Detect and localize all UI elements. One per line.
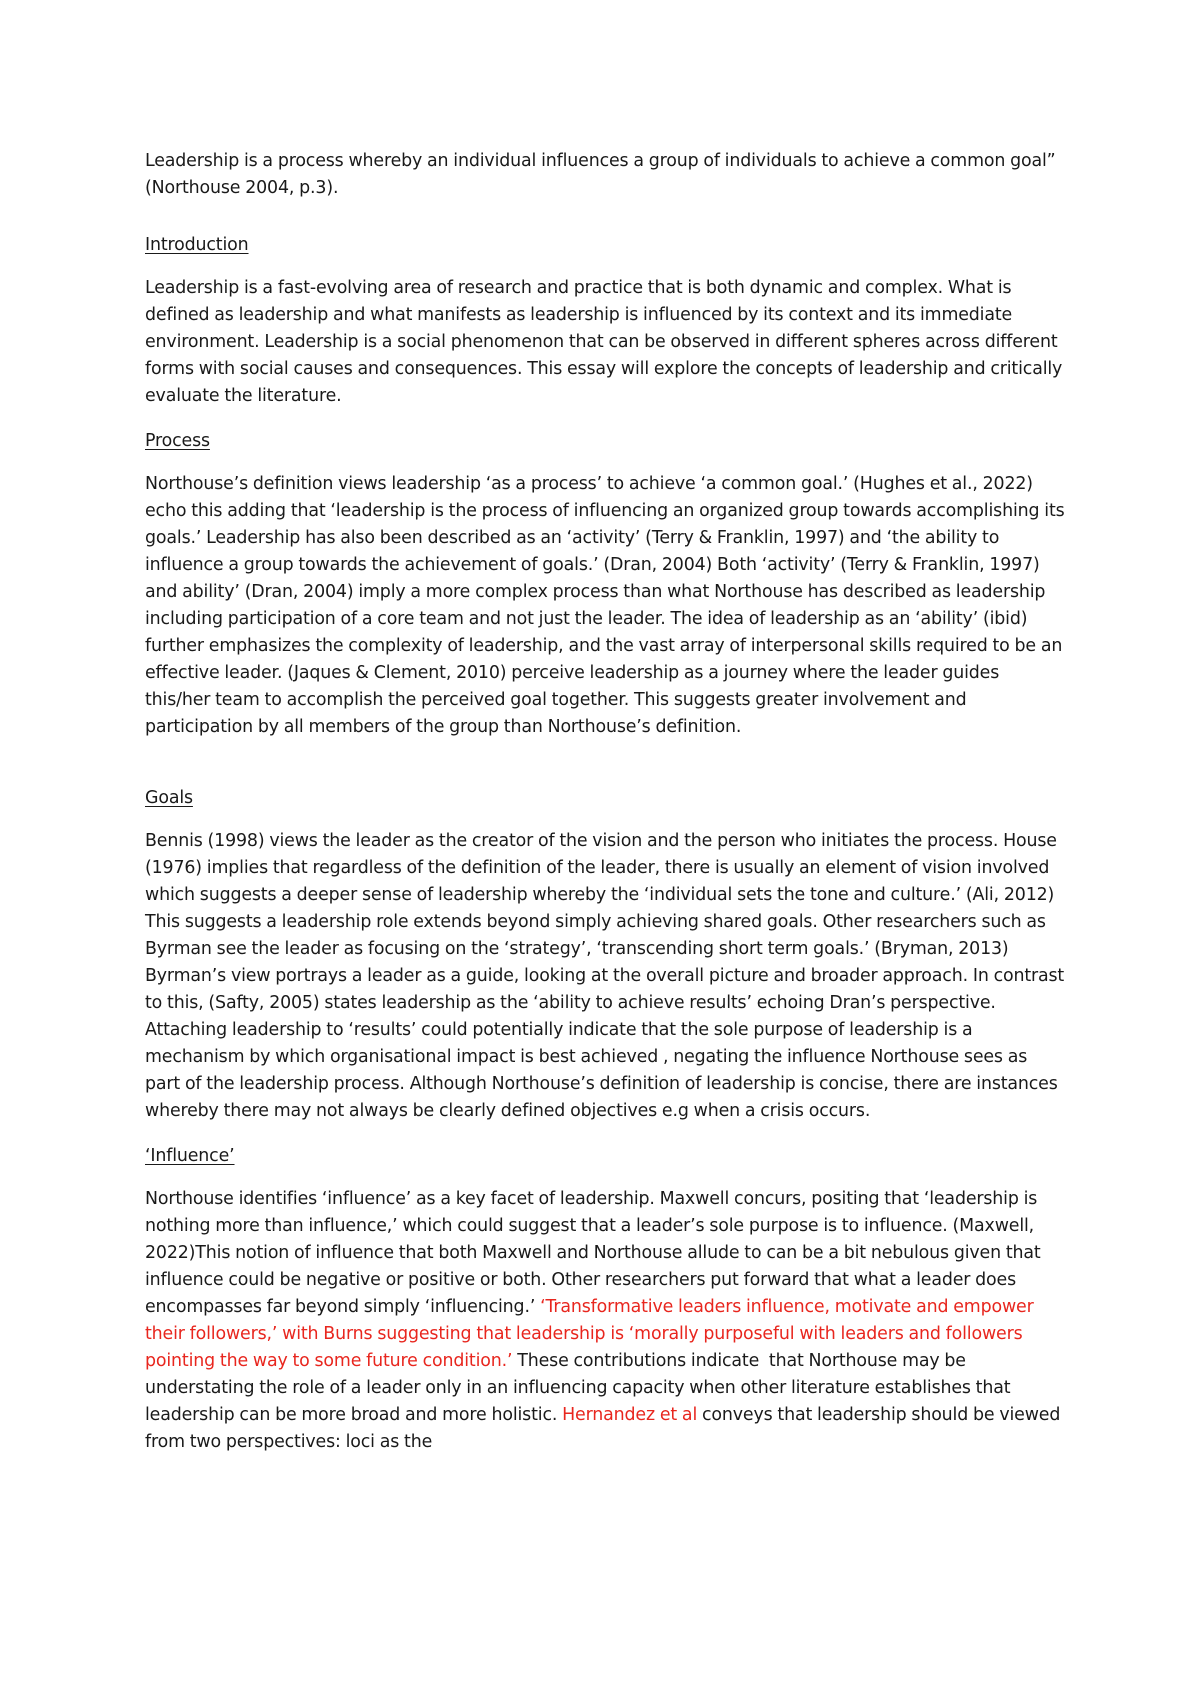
paragraph-influence — [145, 1186, 1065, 1456]
opening-quote: Leadership is a process whereby an individual influences a group of individuals to achieve a common goal” (Northouse 2004, p.3). — [145, 151, 1056, 198]
heading-goals: Goals — [145, 788, 193, 808]
heading-introduction: Introduction — [145, 235, 249, 255]
document-body — [145, 148, 1065, 1474]
influence-text-1: Northouse identifies ‘influence’ as a key facet of leadership. Maxwell concurs, positing that ‘leadership is nothing more than influence,’ which could suggest that a leader’s sole purpose is to influence. (Maxwell, 2022)This notion of influence that both Maxwell and Northouse allude to can be a bit nebulous given that influence could be negative or positive or both. Other researchers put forward that what a leader does encompasses far beyond simply ‘influencing.’ — [145, 1189, 1041, 1317]
influence-text-3: conveys that leadership should be viewed from two perspectives: loci as the — [145, 1405, 1061, 1452]
influence-highlight-transformative: ‘Transformative leaders influence, motivate and empower their followers,’ with Burns suggesting that leadership is ‘morally purposeful with leaders and followers pointing the way to some future condition.’ — [145, 1297, 1034, 1371]
influence-text-2: These contributions indicate that Northouse may be understating the role of a leader only in an influencing capacity when other literature establishes that leadership can be more broad and more holistic. — [145, 1351, 1011, 1425]
paragraph-goals: Bennis (1998) views the leader as the creator of the vision and the person who initiates the process. House (1976) implies that regardless of the definition of the leader, there is usually an element of vision involved which suggests a deeper sense of leadership whereby the ‘individual sets the tone and culture.’ (Ali, 2012) This suggests a leadership role extends beyond simply achieving shared goals. Other researchers such as Byrman see the leader as focusing on the ‘strategy’, ‘transcending short term goals.’ (Bryman, 2013) Byrman’s view portrays a leader as a guide, looking at the overall picture and broader approach. In contrast to this, (Safty, 2005) states leadership as the ‘ability to achieve results’ echoing Dran’s perspective. Attaching leadership to ‘results’ could potentially indicate that the sole purpose of leadership is a mechanism by which organisational impact is best achieved , negating the influence Northouse sees as part of the leadership process. Although Northouse’s definition of leadership is concise, there are instances whereby there may not always be clearly defined objectives e.g when a crisis occurs. — [145, 831, 1065, 1121]
heading-influence: ‘Influence’ — [145, 1146, 235, 1166]
paragraph-process: Northouse’s definition views leadership ‘as a process’ to achieve ‘a common goal.’ (Hughes et al., 2022) echo this adding that ‘leadership is the process of influencing an organized group towards accomplishing its goals.’ Leadership has also been described as an ‘activity’ (Terry & Franklin, 1997) and ‘the ability to influence a group towards the achievement of goals.’ (Dran, 2004) Both ‘activity’ (Terry & Franklin, 1997) and ability’ (Dran, 2004) imply a more complex process than what Northouse has described as leadership including participation of a core team and not just the leader. The idea of leadership as an ‘ability’ (ibid) further emphasizes the complexity of leadership, and the vast array of interpersonal skills required to be an effective leader. (Jaques & Clement, 2010) perceive leadership as a journey where the leader guides this/her team to accomplish the perceived goal together. This suggests greater involvement and participation by all members of the group than Northouse’s definition. — [145, 474, 1065, 737]
paragraph-introduction: Leadership is a fast-evolving area of research and practice that is both dynamic and complex. What is defined as leadership and what manifests as leadership is influenced by its context and its immediate environment. Leadership is a social phenomenon that can be observed in different spheres across different forms with social causes and consequences. This essay will explore the concepts of leadership and critically evaluate the literature. — [145, 278, 1063, 406]
heading-process: Process — [145, 431, 210, 451]
influence-highlight-hernandez: Hernandez et al — [562, 1405, 698, 1425]
